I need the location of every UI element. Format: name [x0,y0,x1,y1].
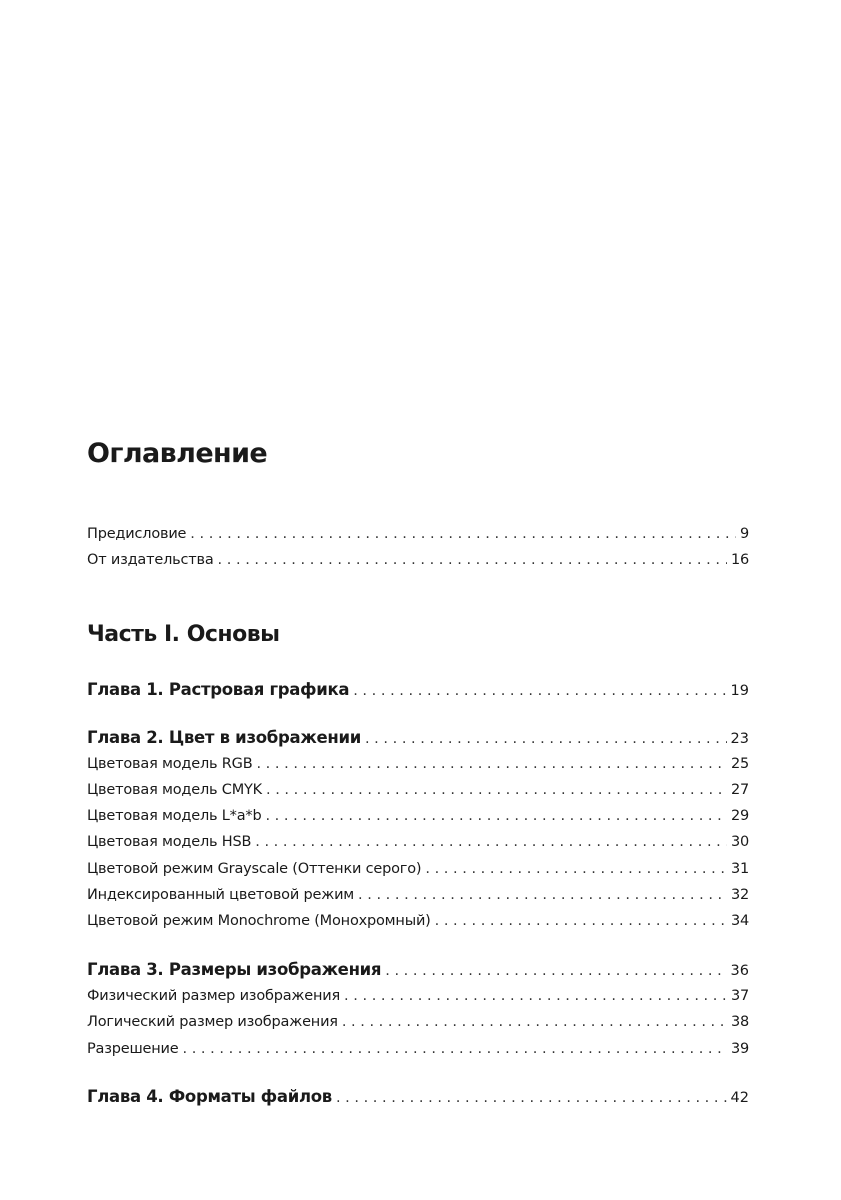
toc-section-label: Цветовой режим Monochrome (Монохромный) [87,913,431,929]
toc-section-label: Цветовой режим Grayscale (Оттенки серого) [87,861,422,877]
dot-leader [425,861,727,877]
toc-entry-preface[interactable] [87,526,749,542]
toc-page-number: 29 [730,808,749,824]
toc-chapter-4[interactable] [87,1087,749,1106]
dot-leader [365,731,727,747]
toc-section-label: Логический размер изображения [87,1014,338,1030]
toc-chapter-1[interactable] [87,680,749,699]
toc-section[interactable] [87,913,749,929]
dot-leader [256,756,726,772]
dot-leader [218,552,727,568]
toc-section-label: Индексированный цветовой режим [87,887,355,903]
toc-page-number: 42 [730,1090,749,1106]
toc-section[interactable] [87,782,749,798]
toc-entry-label: Предисловие [87,526,187,542]
dot-leader [255,834,727,850]
toc-title: Оглавление [87,438,268,469]
toc-section-label: Цветовая модель L*a*b [87,808,262,824]
toc-page-number: 19 [730,683,749,699]
toc-page-number: 37 [730,988,749,1004]
part-title: Часть I. Основы [87,622,280,647]
toc-page-number: 32 [730,887,749,903]
dot-leader [342,1014,727,1030]
dot-leader [344,988,727,1004]
toc-section[interactable] [87,887,749,903]
toc-section[interactable] [87,834,749,850]
toc-section[interactable] [87,1014,749,1030]
toc-section-label: Цветовая модель RGB [87,756,253,772]
toc-page-number: 31 [730,861,749,877]
toc-section[interactable] [87,1041,749,1057]
toc-entry-publisher[interactable] [87,552,749,568]
dot-leader [435,913,727,929]
dot-leader [358,887,727,903]
toc-chapter-label: Глава 2. Цвет в изображении [87,728,361,747]
toc-chapter-2[interactable] [87,728,749,747]
toc-chapter-label: Глава 4. Форматы файлов [87,1087,332,1106]
toc-page-number: 27 [730,782,749,798]
dot-leader [265,808,726,824]
toc-section[interactable] [87,861,749,877]
toc-page-number: 23 [730,731,749,747]
toc-page-number: 9 [739,526,749,542]
toc-section-label: Физический размер изображения [87,988,341,1004]
toc-section-label: Разрешение [87,1041,179,1057]
toc-section[interactable] [87,988,749,1004]
dot-leader [353,683,726,699]
dot-leader [385,963,726,979]
toc-page-number: 39 [730,1041,749,1057]
toc-entry-label: От издательства [87,552,214,568]
dot-leader [266,782,727,798]
toc-section-label: Цветовая модель HSB [87,834,252,850]
toc-page-number: 25 [730,756,749,772]
dot-leader [336,1090,727,1106]
toc-section[interactable] [87,808,749,824]
toc-chapter-label: Глава 3. Размеры изображения [87,960,382,979]
toc-page-number: 36 [730,963,749,979]
toc-section[interactable] [87,756,749,772]
dot-leader [182,1041,726,1057]
toc-page-number: 16 [730,552,749,568]
toc-page-number: 30 [730,834,749,850]
toc-chapter-3[interactable] [87,960,749,979]
dot-leader [190,526,736,542]
toc-page-number: 34 [730,913,749,929]
toc-page-number: 38 [730,1014,749,1030]
toc-chapter-label: Глава 1. Растровая графика [87,680,350,699]
toc-section-label: Цветовая модель CMYK [87,782,262,798]
